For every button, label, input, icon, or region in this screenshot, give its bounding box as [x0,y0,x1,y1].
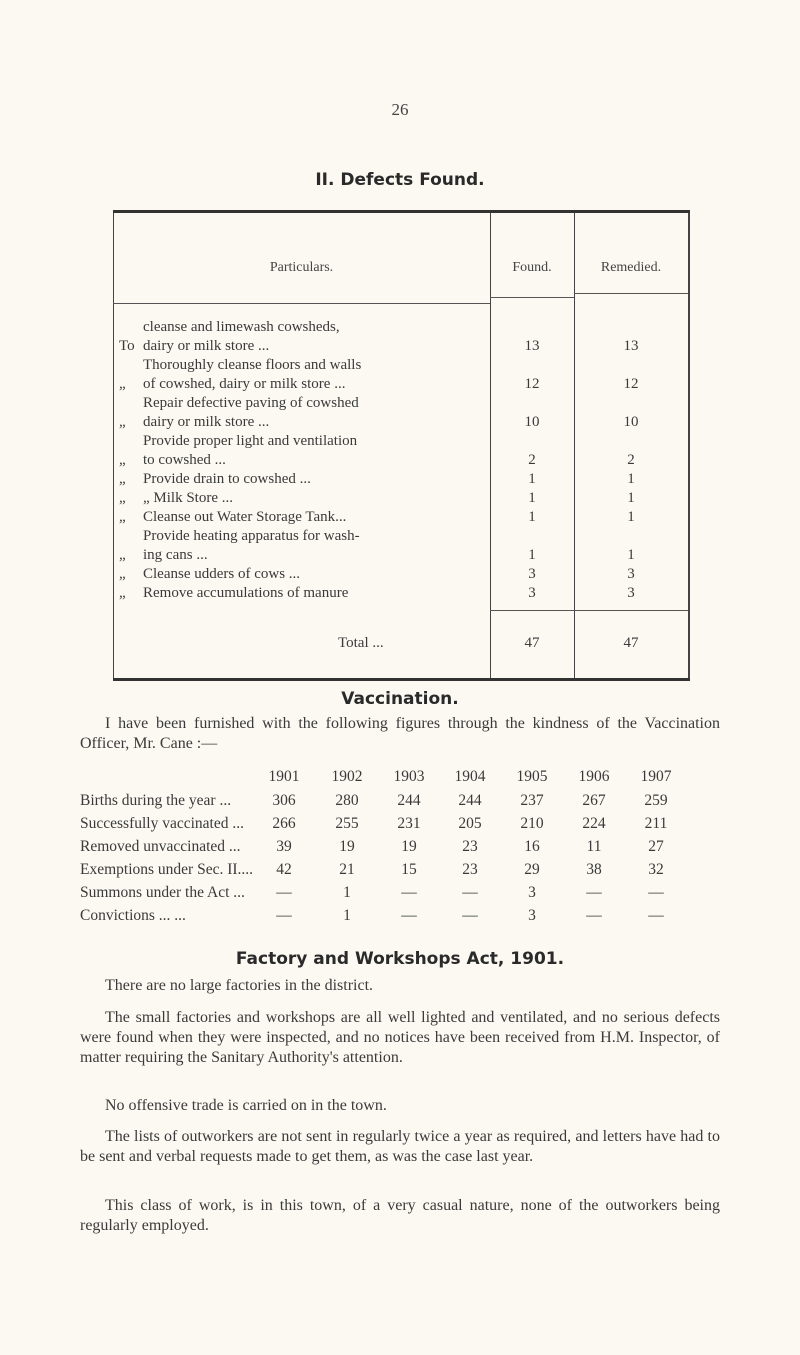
total-label: Total ... [338,635,384,651]
factory-heading: Factory and Workshops Act, 1901. [235,949,565,969]
table-row: Successfully vaccinated ... 266 255 231 205 210 224 211 [80,815,668,832]
factory-paragraph: This class of work, is in this town, of a very casual nature, none of the outworkers being regularly employed. [80,1197,720,1234]
col-header-found: Found. [512,260,552,275]
defects-heading: II. Defects Found. [315,170,485,190]
vaccination-intro: I have been furnished with the following figures through the kindness of the Vaccination Officer, Mr. Cane :— [80,715,720,752]
factory-paragraph: There are no large factories in the district. [105,977,374,994]
table-bottom-rule [113,678,690,681]
page-number: 26 [391,100,409,119]
col-header-particulars: Particulars. [269,260,334,275]
col-header-remedied: Remedied. [600,260,662,275]
table-row: Convictions ... ... — 1 — — 3 — — [80,907,664,924]
remedied-value: 13 [623,338,639,354]
defects-rows [117,318,687,603]
factory-paragraph: The small factories and workshops are all well lighted and ventilated, and no serious defects were found when they were inspected, and no notices have been received from H.M. Inspector, of matter requiring the Sanitary Authority's attention. [80,1009,720,1066]
table-row: Exemptions under Sec. II.... 42 21 15 23 29 38 32 [80,861,664,878]
table-row: „ Thoroughly cleanse floors and walls of cowshed, dairy or milk store ... 12 12 [119,357,639,392]
table-row: Removed unvaccinated ... 39 19 19 23 16 11 27 [80,838,664,855]
table-row: „ „ Milk Store ... 1 1 [119,490,635,506]
table-row: „ Cleanse out Water Storage Tank... 1 1 [119,509,635,525]
total-remedied: 47 [623,635,639,651]
table-row: „ Remove accumulations of manure 3 3 [119,585,635,601]
total-found: 47 [524,635,540,651]
table-row: „ Provide drain to cowshed ... 1 1 [119,471,635,487]
year-header-row: 1901 1902 1903 1904 1905 1906 1907 [268,768,672,785]
table-row: „ Cleanse udders of cows ... 3 3 [119,566,635,582]
defects-table [113,210,690,680]
found-value: 13 [524,338,540,354]
table-row: Summons under the Act ... — 1 — — 3 — — [80,884,664,901]
factory-paragraph: No offensive trade is carried on in the town. [105,1097,387,1114]
factory-paragraph: The lists of outworkers are not sent in regularly twice a year as required, and letters have had to be sent and verbal requests made to get them, as was the case last year. [80,1128,720,1165]
row-prefix: To [119,338,135,354]
table-row: Births during the year ... 306 280 244 244 237 267 259 [80,792,668,809]
table-row: „ Repair defective paving of cowshed dairy or milk store ... 10 10 [119,395,639,430]
table-top-rule [113,210,690,213]
table-row: „ Provide proper light and ventilation to cowshed ... 2 2 [119,433,635,468]
vaccination-heading: Vaccination. [341,689,459,709]
table-row: To cleanse and limewash cowsheds, dairy or milk store ... 13 13 [117,318,687,356]
table-row: „ Provide heating apparatus for wash- ing cans ... 1 1 [119,528,635,563]
